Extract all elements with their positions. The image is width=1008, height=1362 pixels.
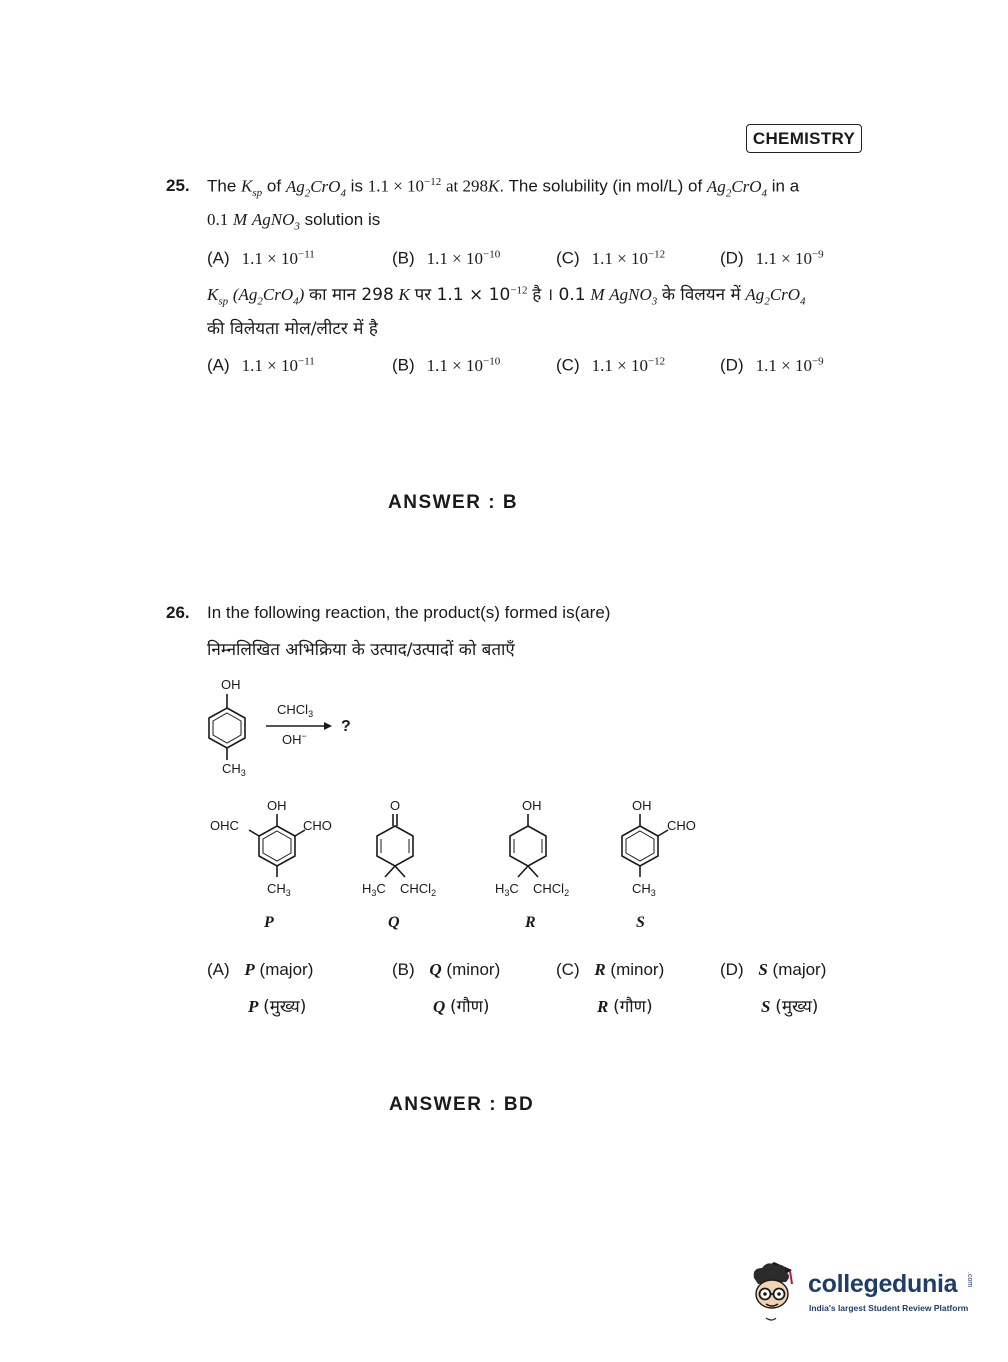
p-cresol-structure (209, 694, 245, 760)
product-s-structure (600, 795, 710, 905)
product-r-label: R (525, 914, 536, 931)
product-r-structure (488, 795, 588, 905)
svg-text:CH3: $CH_3$ (267, 881, 291, 898)
question-number-25: 25. (166, 176, 190, 195)
brand-name: collegedunia (808, 1270, 958, 1298)
question-number-26: 26. (166, 603, 190, 622)
reagent-oh: OH− (282, 731, 307, 747)
q25-option-b[interactable]: (B) $1.1 \times 10^{-10}$ (392, 248, 501, 268)
q25-line-1: The $K_{sp}$ of $Ag_2CrO_4$ is $1.1 \times 10^{-12}$ at 298K. The solubility (in mol/L) of $Ag_2CrO_4$ in a (207, 176, 800, 200)
reagent-chcl3: CHCl$_3$ (277, 702, 314, 719)
q25-option-d[interactable]: (D) $1.1 \times 10^{-9}$ (720, 248, 824, 268)
mascot-icon (746, 1256, 806, 1326)
reactant-ch3: $CH_3$ (222, 761, 246, 778)
q26-option-d[interactable]: (D) S (major) (720, 960, 827, 979)
reaction-arrowhead (324, 722, 332, 730)
reactant-oh: OH (221, 677, 241, 692)
svg-text:CHO: CHO (303, 818, 332, 833)
svg-text:CHO: CHO (667, 818, 696, 833)
svg-text:CH3: $CH_3$ (632, 881, 656, 898)
svg-text:OH: OH (522, 798, 542, 813)
svg-text:CHCl2: CHCl$_2$ (533, 881, 570, 898)
subject-label: CHEMISTRY (746, 124, 862, 153)
q26-option-a-hindi: P (मुख्य) (248, 997, 307, 1017)
svg-text:OHC: OHC (210, 818, 239, 833)
q25-answer: ANSWER : B (388, 492, 519, 513)
q26-option-b[interactable]: (B) Q (minor) (392, 960, 501, 979)
product-p-label: P (264, 914, 274, 931)
q26-text-hi: निम्नलिखित अभिक्रिया के उत्पाद/उत्पादों को बताएँ (207, 640, 515, 660)
q25-option-a[interactable]: (A) $1.1 \times 10^{-11}$ (207, 248, 315, 268)
q26-option-c-hindi: R (गौण) (597, 997, 653, 1017)
svg-text:CHCl2: CHCl$_2$ (400, 881, 437, 898)
q26-option-b-hindi: Q (गौण) (433, 997, 490, 1017)
svg-text:H3C: $H_3C$ (495, 881, 519, 898)
q25-hindi-line-1: $K_{sp}$ $(Ag_2CrO_4)$ का मान 298 K पर $1.1 \times 10^{-12}$ है । 0.1 M AgNO$_3$ के विलयन में $Ag_2CrO_4$ (207, 284, 806, 308)
svg-text:O: O (390, 798, 401, 813)
reaction-scheme (190, 672, 370, 782)
collegedunia-logo[interactable] (746, 1256, 986, 1326)
q26-answer: ANSWER : BD (389, 1094, 535, 1115)
svg-text:H3C: $H_3C$ (362, 881, 386, 898)
product-q-structure (355, 795, 455, 905)
brand-suffix: .com (966, 1272, 973, 1288)
svg-text:OH: OH (267, 798, 287, 813)
q25-line-2: 0.1 M AgNO$_3$ solution is (207, 210, 381, 233)
q26-option-a[interactable]: (A) P (major) (207, 960, 314, 979)
svg-text:OH: OH (632, 798, 652, 813)
q25-hindi-option-d[interactable]: (D) $1.1 \times 10^{-9}$ (720, 355, 824, 375)
q25-hindi-option-c[interactable]: (C) $1.1 \times 10^{-12}$ (556, 355, 666, 375)
q25-hindi-option-a[interactable]: (A) $1.1 \times 10^{-11}$ (207, 355, 315, 375)
q25-hindi-line-2: की विलेयता मोल/लीटर में है (207, 319, 378, 339)
q25-hindi-option-b[interactable]: (B) $1.1 \times 10^{-10}$ (392, 355, 501, 375)
reaction-product-unknown: ? (341, 718, 351, 735)
q25-option-c[interactable]: (C) $1.1 \times 10^{-12}$ (556, 248, 666, 268)
brand-tagline: India's largest Student Review Platform (809, 1303, 969, 1313)
product-q-label: Q (388, 914, 400, 931)
product-s-label: S (636, 914, 645, 931)
q26-option-c[interactable]: (C) R (minor) (556, 960, 665, 979)
q26-option-d-hindi: S (मुख्य) (761, 997, 819, 1017)
q26-text-en: In the following reaction, the product(s) formed is(are) (207, 603, 611, 622)
product-p-structure (205, 795, 345, 905)
